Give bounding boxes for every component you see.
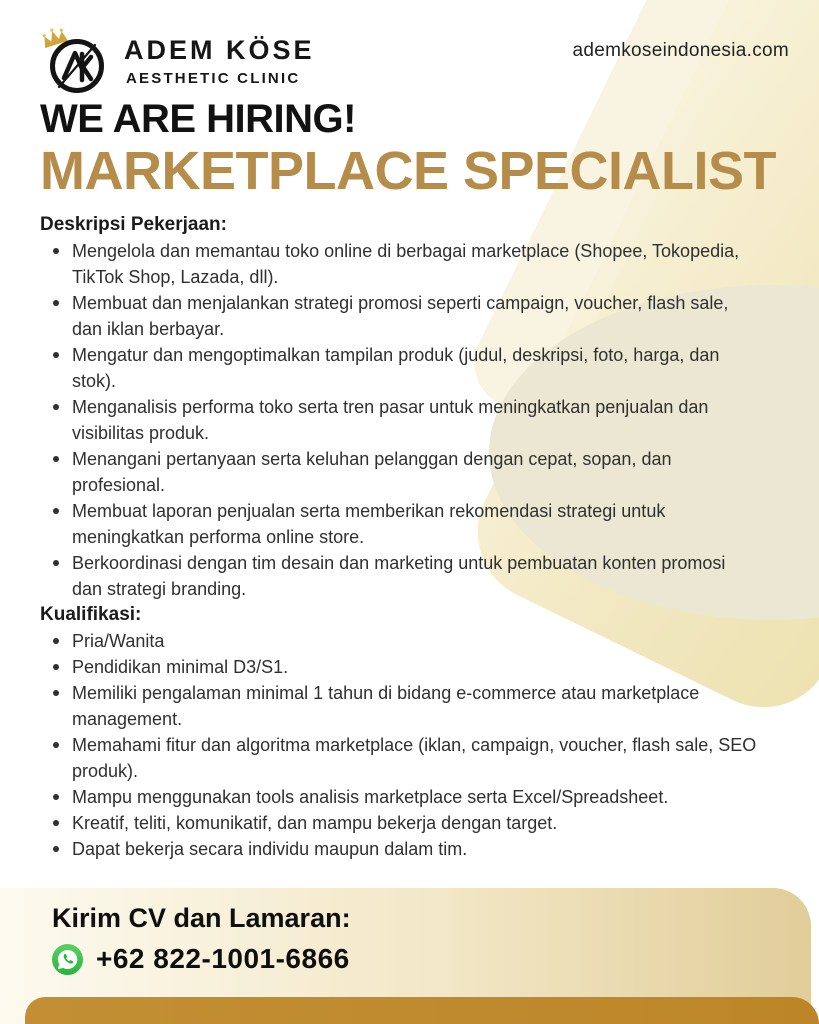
list-item	[40, 732, 758, 784]
list-item	[40, 290, 758, 342]
job-title: MARKETPLACE SPECIALIST	[40, 141, 777, 201]
list-item	[40, 394, 758, 446]
list-item	[40, 628, 758, 654]
bullet-text: Membuat dan menjalankan strategi promosi seperti campaign, voucher, flash sale, dan iklan berbayar.	[72, 293, 729, 339]
list-item	[40, 810, 758, 836]
bullet-dot	[53, 690, 59, 696]
whatsapp-icon[interactable]	[52, 944, 83, 975]
main-content	[40, 212, 758, 862]
bullet-text: Pendidikan minimal D3/S1.	[72, 657, 289, 677]
bullet-text: Membuat laporan penjualan serta memberikan rekomendasi strategi untuk meningkatkan performa online store.	[72, 501, 666, 547]
phone-number[interactable]: +62 822-1001-6866	[96, 943, 350, 974]
list-item	[40, 342, 758, 394]
bullet-text: Kreatif, teliti, komunikatif, dan mampu bekerja dengan target.	[72, 813, 558, 833]
bullet-dot	[53, 742, 59, 748]
hiring-kicker: WE ARE HIRING!	[40, 97, 356, 141]
list-item	[40, 550, 758, 602]
bullet-dot	[53, 300, 59, 306]
bullet-text: Menangani pertanyaan serta keluhan pelanggan dengan cepat, sopan, dan profesional.	[72, 449, 672, 495]
brand-text-block	[124, 35, 315, 87]
bullet-text: Mengatur dan mengoptimalkan tampilan produk (judul, deskripsi, foto, harga, dan stok).	[72, 345, 720, 391]
bullet-text: Menganalisis performa toko serta tren pasar untuk meningkatkan penjualan dan visibilitas produk.	[72, 397, 709, 443]
bullet-text: Memiliki pengalaman minimal 1 tahun di bidang e-commerce atau marketplace management.	[72, 683, 700, 729]
bullet-dot	[53, 248, 59, 254]
bullet-text: Pria/Wanita	[72, 631, 165, 651]
job-description-list	[40, 238, 758, 602]
bullet-dot	[53, 820, 59, 826]
bottom-gold-band	[25, 997, 819, 1024]
bullet-dot	[53, 638, 59, 644]
contact-heading: Kirim CV dan Lamaran:	[52, 903, 351, 933]
job-description-heading: Deskripsi Pekerjaan:	[40, 214, 227, 235]
bullet-dot	[53, 456, 59, 462]
website-link[interactable]: ademkoseindonesia.com	[572, 40, 789, 61]
brand-subtitle: AESTHETIC CLINIC	[126, 70, 301, 87]
bullet-text: Mampu menggunakan tools analisis marketplace serta Excel/Spreadsheet.	[72, 787, 669, 807]
hero	[40, 97, 776, 200]
qualifications-heading: Kualifikasi:	[40, 604, 142, 625]
phone-row	[52, 943, 811, 975]
bullet-text: Berkoordinasi dengan tim desain dan marketing untuk pembuatan konten promosi dan strategi branding.	[72, 553, 726, 599]
list-item	[40, 836, 758, 862]
bullet-text: Memahami fitur dan algoritma marketplace (iklan, campaign, voucher, flash sale, SEO produk).	[72, 735, 757, 781]
header	[38, 28, 315, 94]
qualifications-list	[40, 628, 758, 862]
list-item	[40, 238, 758, 290]
bullet-dot	[53, 508, 59, 514]
bullet-text: Mengelola dan memantau toko online di berbagai marketplace (Shopee, Tokopedia, TikTok Shop, Lazada, dll).	[72, 241, 740, 287]
bullet-dot	[53, 560, 59, 566]
bullet-text: Dapat bekerja secara individu maupun dalam tim.	[72, 839, 468, 859]
bullet-dot	[53, 846, 59, 852]
bullet-dot	[53, 352, 59, 358]
list-item	[40, 498, 758, 550]
list-item	[40, 654, 758, 680]
contact-inner	[0, 888, 811, 975]
list-item	[40, 680, 758, 732]
list-item	[40, 446, 758, 498]
brand-name: ADEM KÖSE	[124, 35, 315, 65]
bullet-dot	[53, 794, 59, 800]
bullet-dot	[53, 664, 59, 670]
bullet-dot	[53, 404, 59, 410]
clinic-logo-icon	[38, 28, 114, 94]
list-item	[40, 784, 758, 810]
